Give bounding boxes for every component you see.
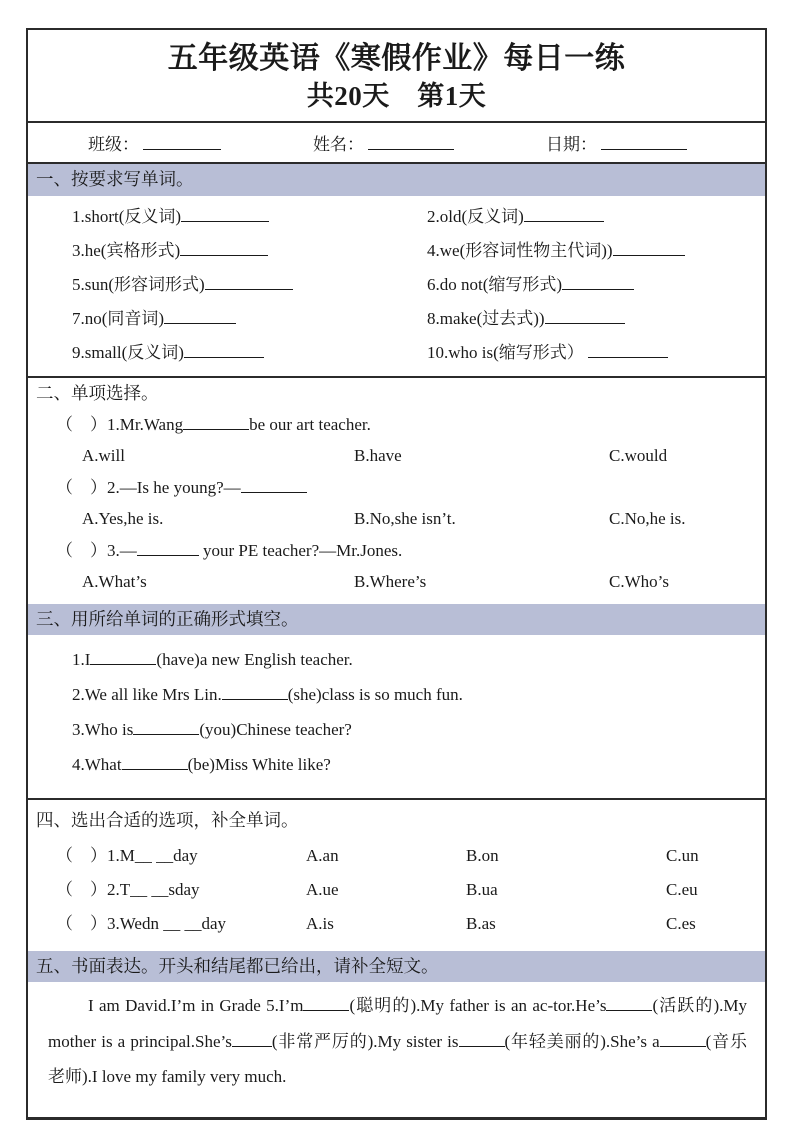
date-field[interactable]: [546, 130, 687, 155]
mc-option-b[interactable]: B.No,she isn’t.: [354, 509, 456, 529]
cw-num: 1.: [107, 845, 120, 865]
complete-word-item[interactable]: [28, 873, 765, 907]
word-item[interactable]: [427, 234, 765, 268]
section-four: [28, 800, 765, 950]
section-three-body: [28, 635, 765, 798]
fill-before: What: [84, 754, 122, 774]
name-label: 姓名：: [313, 135, 364, 155]
word-item-text: make(过去式)): [439, 308, 545, 328]
word-form-grid: [28, 200, 765, 370]
date-label: 日期：: [546, 135, 597, 155]
class-input-line[interactable]: [143, 136, 221, 150]
page-title: 五年级英语《寒假作业》每日一练: [167, 42, 626, 75]
essay-part-1: I am David.I’m in Grade 5.I’m: [88, 996, 304, 1016]
cw-num: 2.: [107, 879, 120, 899]
answer-line[interactable]: [164, 310, 236, 324]
answer-line[interactable]: [613, 242, 685, 256]
essay-body[interactable]: [28, 982, 765, 1117]
word-item-text: who is(缩写形式）: [448, 342, 584, 362]
word-item-text: we(形容词性物主代词)): [439, 240, 613, 260]
mc-question[interactable]: [28, 535, 765, 566]
cw-option-b[interactable]: B.on: [466, 845, 499, 865]
cw-option-a[interactable]: A.an: [306, 845, 339, 865]
essay-part-4: (非常严厉的).My sister is: [271, 1031, 459, 1051]
worksheet-sheet: [26, 28, 767, 1120]
word-item-num: 2.: [427, 206, 440, 226]
cw-option-b[interactable]: B.ua: [466, 879, 498, 899]
page-subtitle: 共20天 第1天: [306, 80, 487, 111]
answer-line[interactable]: [232, 1033, 272, 1047]
cw-option-a[interactable]: A.ue: [306, 879, 339, 899]
answer-line[interactable]: [241, 479, 307, 493]
answer-line[interactable]: [180, 242, 268, 256]
mc-question[interactable]: [28, 472, 765, 503]
word-item[interactable]: [72, 302, 427, 336]
cw-text: Wedn __ __day: [119, 913, 227, 933]
date-input-line[interactable]: [601, 136, 687, 150]
complete-word-stem: [56, 839, 306, 873]
word-item[interactable]: [427, 302, 765, 336]
word-item[interactable]: [72, 200, 427, 234]
mc-stem-after: your PE teacher?—Mr.Jones.: [198, 540, 403, 560]
word-item[interactable]: [72, 336, 427, 370]
mc-bracket[interactable]: （ ）: [56, 477, 107, 497]
answer-line[interactable]: [562, 276, 634, 290]
essay-part-5: (年轻美丽的).She’s a: [504, 1031, 660, 1051]
complete-word-stem: [56, 873, 306, 907]
cw-bracket[interactable]: （ ）: [56, 845, 107, 865]
cw-text: M__ __day: [119, 845, 198, 865]
title-block: [28, 30, 765, 123]
answer-line[interactable]: [660, 1033, 706, 1047]
mc-option-c[interactable]: C.No,he is.: [609, 509, 686, 529]
word-item-num: 7.: [72, 308, 85, 328]
fill-item[interactable]: [28, 748, 765, 783]
section-four-body: [28, 837, 765, 951]
complete-word-stem: [56, 907, 306, 941]
answer-line[interactable]: [524, 208, 604, 222]
answer-line[interactable]: [133, 721, 199, 735]
answer-line[interactable]: [122, 756, 188, 770]
answer-line[interactable]: [184, 344, 264, 358]
mc-options: [28, 566, 765, 597]
mc-bracket[interactable]: （ ）: [56, 414, 107, 434]
mc-stem-after: be our art teacher.: [249, 414, 371, 434]
section-one: [28, 164, 765, 377]
section-one-body: [28, 196, 765, 376]
fill-item[interactable]: [28, 678, 765, 713]
mc-stem-before: —: [119, 540, 137, 560]
answer-line[interactable]: [459, 1033, 505, 1047]
mc-option-c[interactable]: C.would: [609, 446, 668, 466]
answer-line[interactable]: [183, 416, 249, 430]
word-item-text: do not(缩写形式): [439, 274, 563, 294]
fill-num: 2.: [72, 684, 85, 704]
word-item-text: he(宾格形式): [84, 240, 181, 260]
word-item-num: 6.: [427, 274, 440, 294]
word-item-text: old(反义词): [439, 206, 524, 226]
fill-before: I: [84, 649, 91, 669]
fill-after: (you)Chinese teacher?: [199, 719, 352, 739]
fill-before: Who is: [84, 719, 134, 739]
cw-option-c[interactable]: C.eu: [666, 879, 698, 899]
fill-num: 3.: [72, 719, 85, 739]
answer-line[interactable]: [606, 997, 652, 1011]
section-five: [28, 951, 765, 1117]
cw-bracket[interactable]: （ ）: [56, 913, 107, 933]
fill-num: 4.: [72, 754, 85, 774]
answer-line[interactable]: [222, 686, 288, 700]
mc-option-c[interactable]: C.Who’s: [609, 572, 669, 592]
word-item-num: 3.: [72, 240, 85, 260]
word-item-text: short(反义词): [84, 206, 182, 226]
mc-num: 1.: [107, 414, 120, 434]
mc-bracket[interactable]: （ ）: [56, 540, 107, 560]
word-item[interactable]: [72, 268, 427, 302]
section-three-heading: 三、用所给单词的正确形式填空。: [28, 604, 765, 635]
mc-options: [28, 440, 765, 471]
answer-line[interactable]: [90, 651, 156, 665]
class-label: 班级：: [88, 135, 139, 155]
answer-line[interactable]: [588, 344, 668, 358]
fill-after: (have)a new English teacher.: [156, 649, 353, 669]
answer-line[interactable]: [303, 997, 349, 1011]
word-item-text: sun(形容词形式): [84, 274, 205, 294]
student-info-row: [28, 123, 765, 164]
essay-part-3: (活跃的).My mother is a principal.She’s: [48, 996, 747, 1051]
section-one-heading: 一、按要求写单词。: [28, 164, 765, 195]
mc-option-b[interactable]: B.have: [354, 446, 402, 466]
fill-num: 1.: [72, 649, 85, 669]
mc-num: 2.: [107, 477, 120, 497]
mc-option-a[interactable]: A.will: [82, 446, 125, 466]
word-item[interactable]: [72, 234, 427, 268]
mc-stem-before: —Is he young?—: [119, 477, 241, 497]
section-two: [28, 378, 765, 604]
fill-before: We all like Mrs Lin.: [84, 684, 222, 704]
essay-part-2: (聪明的).My father is an ac-tor.He’s: [349, 996, 607, 1016]
complete-word-item[interactable]: [28, 907, 765, 941]
word-item-num: 5.: [72, 274, 85, 294]
cw-option-b[interactable]: B.as: [466, 913, 496, 933]
section-four-heading: 四、选出合适的选项，补全单词。: [28, 800, 765, 836]
cw-num: 3.: [107, 913, 120, 933]
cw-option-c[interactable]: C.es: [666, 913, 696, 933]
word-item-num: 4.: [427, 240, 440, 260]
mc-num: 3.: [107, 540, 120, 560]
word-item-num: 8.: [427, 308, 440, 328]
cw-bracket[interactable]: （ ）: [56, 879, 107, 899]
class-field[interactable]: [88, 130, 221, 155]
section-two-body: [28, 409, 765, 604]
word-item-num: 10.: [427, 342, 449, 362]
fill-after: (be)Miss White like?: [187, 754, 331, 774]
word-item[interactable]: [427, 200, 765, 234]
word-item-num: 9.: [72, 342, 85, 362]
fill-item[interactable]: [28, 643, 765, 678]
answer-line[interactable]: [137, 542, 199, 556]
answer-line[interactable]: [545, 310, 625, 324]
section-three: [28, 604, 765, 801]
essay-part-6: (音乐老师).I love my family very much.: [48, 1031, 747, 1087]
word-item-text: no(同音词): [84, 308, 165, 328]
name-field[interactable]: [313, 130, 454, 155]
section-two-heading: 二、单项选择。: [28, 378, 765, 409]
mc-option-a[interactable]: A.Yes,he is.: [82, 509, 164, 529]
mc-stem-before: Mr.Wang: [119, 414, 184, 434]
fill-item[interactable]: [28, 713, 765, 748]
word-item-text: small(反义词): [84, 342, 184, 362]
fill-after: (she)class is so much fun.: [287, 684, 463, 704]
word-item-num: 1.: [72, 206, 85, 226]
mc-option-a[interactable]: A.What’s: [82, 572, 147, 592]
word-item[interactable]: [427, 268, 765, 302]
cw-text: T__ __sday: [119, 879, 200, 899]
section-five-heading: 五、书面表达。开头和结尾都已给出，请补全短文。: [28, 951, 765, 982]
cw-option-a[interactable]: A.is: [306, 913, 334, 933]
word-item[interactable]: [427, 336, 765, 370]
mc-option-b[interactable]: B.Where’s: [354, 572, 427, 592]
answer-line[interactable]: [181, 208, 269, 222]
mc-question[interactable]: [28, 409, 765, 440]
mc-options: [28, 503, 765, 534]
name-input-line[interactable]: [368, 136, 454, 150]
complete-word-item[interactable]: [28, 839, 765, 873]
cw-option-c[interactable]: C.un: [666, 845, 699, 865]
answer-line[interactable]: [205, 276, 293, 290]
